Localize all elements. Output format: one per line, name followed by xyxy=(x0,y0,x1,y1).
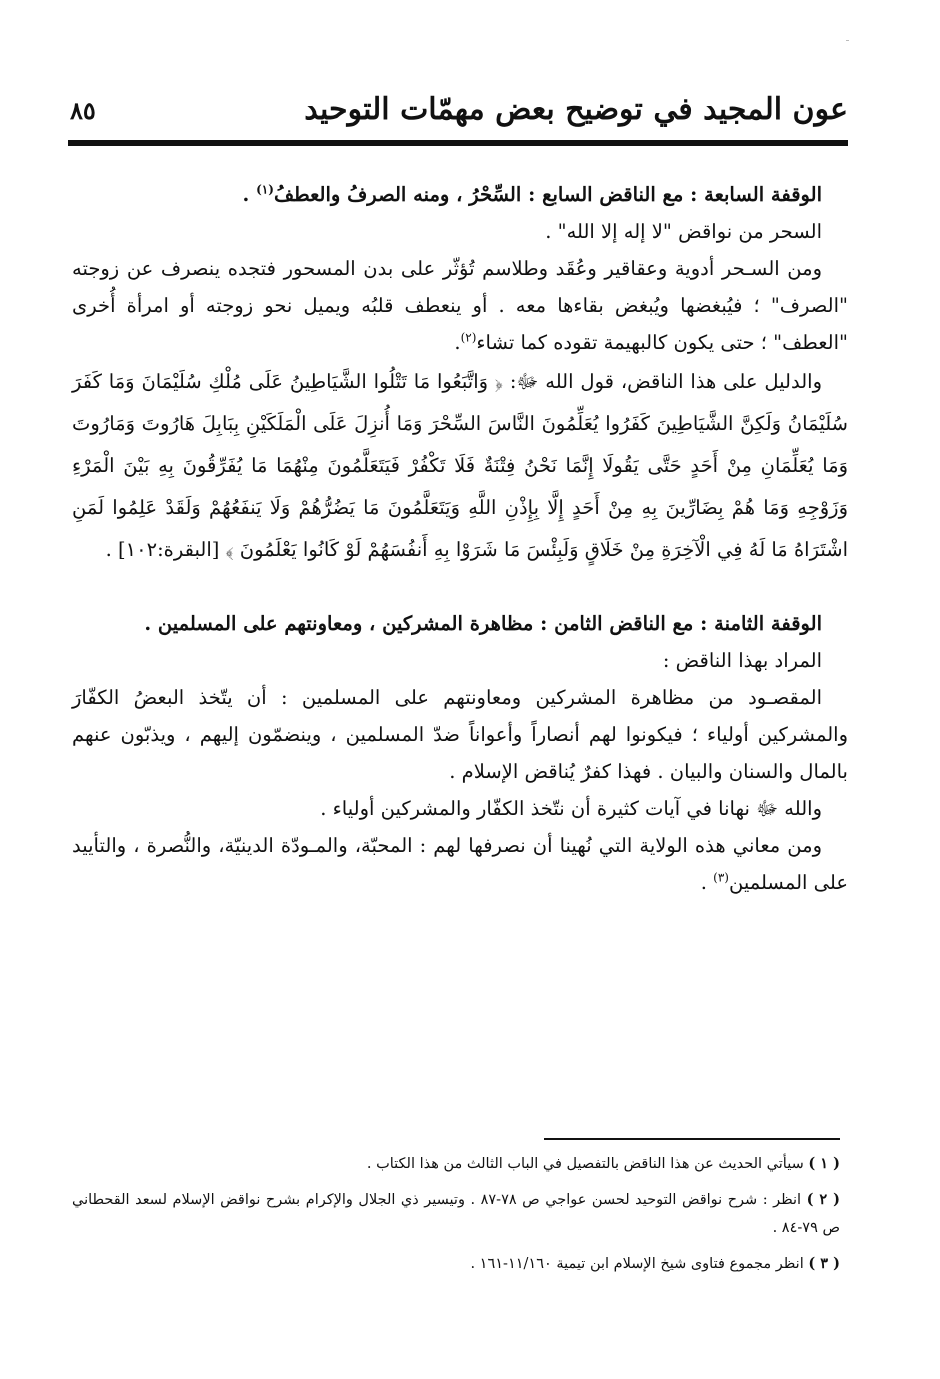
footnote-3 xyxy=(72,1250,840,1278)
section7-heading-end: . xyxy=(242,183,257,206)
footnote-2-text: انظر : شرح نواقض التوحيد لحسن عواجي ص ٧٨-٨٧ . وتيسير ذي الجلال والإكرام بشرح نواقض الإسلام لسعد القحطاني ص ٧٩-٨٤ . xyxy=(72,1192,840,1236)
section7-evidence xyxy=(72,361,848,571)
section8-heading: الوقفة الثامنة : مع الناقض الثامن : مظاهرة المشركين ، ومعاونتهم على المسلمين . xyxy=(144,612,822,635)
section8-para2: والله ﷻ نهانا في آيات كثيرة أن نتّخذ الكفّار والمشركين أولياء . xyxy=(320,797,822,820)
section7-heading xyxy=(72,176,848,213)
section7-line1: السحر من نواقض "لا إله إلا الله" . xyxy=(545,220,822,243)
footnote-rule xyxy=(544,1138,840,1140)
footnote-ref-2: (٢) xyxy=(460,330,477,345)
footnotes xyxy=(72,1150,840,1286)
running-header xyxy=(70,88,848,138)
header-rule xyxy=(68,140,848,146)
section7-para2 xyxy=(72,250,848,361)
quran-verse: ﴿ وَاتَّبَعُوا مَا تَتْلُوا الشَّيَاطِينُ عَلَى مُلْكِ سُلَيْمَانَ وَمَا كَفَرَ سُلَيْمَانُ وَلَكِنَّ الشَّيَاطِينَ كَفَرُوا يُعَلِّمُونَ النَّاسَ السِّحْرَ وَمَا أُنزِلَ عَلَى الْمَلَكَيْنِ بِبَابِلَ هَارُوتَ وَمَارُوتَ وَمَا يُعَلِّمَانِ مِنْ أَحَدٍ حَتَّى يَقُولَا إِنَّمَا نَحْنُ فِتْنَةٌ فَلَا تَكْفُرْ فَيَتَعَلَّمُونَ مِنْهُمَا مَا يُفَرِّقُونَ بِهِ بَيْنَ الْمَرْءِ وَزَوْجِهِ وَمَا هُمْ بِضَارِّينَ بِهِ مِنْ أَحَدٍ إِلَّا بِإِذْنِ اللَّهِ وَيَتَعَلَّمُونَ مَا يَضُرُّهُمْ وَلَا يَنفَعُهُمْ وَلَقَدْ عَلِمُوا لَمَنِ اشْتَرَاهُ مَا لَهُ فِي الْآخِرَةِ مِنْ خَلَاقٍ وَلَبِئْسَ مَا شَرَوْا بِهِ أَنفُسَهُمْ لَوْ كَانُوا يَعْلَمُونَ ﴾ xyxy=(72,370,848,561)
footnote-1 xyxy=(72,1150,840,1178)
section7-heading-text: الوقفة السابعة : مع الناقض السابع : السِّحْرُ ، ومنه الصرفُ والعطفُ xyxy=(273,183,822,206)
footnote-2-number: ( ٢ ) xyxy=(806,1191,840,1208)
evidence-intro: والدليل على هذا الناقض، قول الله ﷻ: xyxy=(509,370,822,393)
footnote-ref-3: (٣) xyxy=(713,870,729,885)
section8-para3-text: ومن معاني هذه الولاية التي نُهينا أن نصرفها لهم : المحبّة، والمـودّة الدينيّة، والنُّصرة ، والتأييد على المسلمين xyxy=(72,834,848,894)
footnote-1-text: سيأتي الحديث عن هذا الناقض بالتفصيل في الباب الثالث من هذا الكتاب . xyxy=(366,1156,804,1172)
section7-para2-end: . xyxy=(454,331,461,354)
footnote-2 xyxy=(72,1186,840,1242)
footnote-3-text: انظر مجموع فتاوى شيخ الإسلام ابن تيمية ١١/١٦٠-١٦١ . xyxy=(470,1256,804,1272)
main-text xyxy=(72,176,848,901)
footnote-3-number: ( ٣ ) xyxy=(808,1255,840,1272)
footnote-ref-1: (١) xyxy=(256,182,274,197)
page-number: ٨٥ xyxy=(70,96,96,125)
book-title: عون المجيد في توضيح بعض مهمّات التوحيد xyxy=(304,92,848,127)
footnote-1-number: ( ١ ) xyxy=(808,1155,840,1172)
section8-subheading: المراد بهذا الناقض : xyxy=(662,649,822,672)
scan-speck xyxy=(846,40,849,41)
section8-para1: المقصـود من مظاهرة المشركين ومعاونتهم على المسلمين : أن يتّخذ البعضُ الكفّارَ والمشركين أولياء ؛ فيكونوا لهم أنصاراً وأعواناً ضدّ المسلمين ، وينضمّون إليهم ، ويذبّون عنهم بالمال والسنان والبيان . فهذا كفرٌ يُناقض الإسلام . xyxy=(72,686,848,783)
section7-para2-text: ومن السـحر أدوية وعقاقير وعُقَد وطلاسم تُؤثّر على بدن المسحور فتجده ينصرف عن زوجته "الصرف" ؛ فيُبغضها ويُبغض بقاءها معه . أو ينعطف قلبُه ويميل نحو زوجته أو امرأة أُخرى "العطف" ؛ حتى يكون كالبهيمة تقوده كما تشاء xyxy=(72,257,848,354)
section-gap xyxy=(72,571,848,605)
section8-para3-end: . xyxy=(700,871,714,894)
section8-para3 xyxy=(72,827,848,901)
verse-reference: [البقرة:١٠٢] . xyxy=(105,538,220,561)
